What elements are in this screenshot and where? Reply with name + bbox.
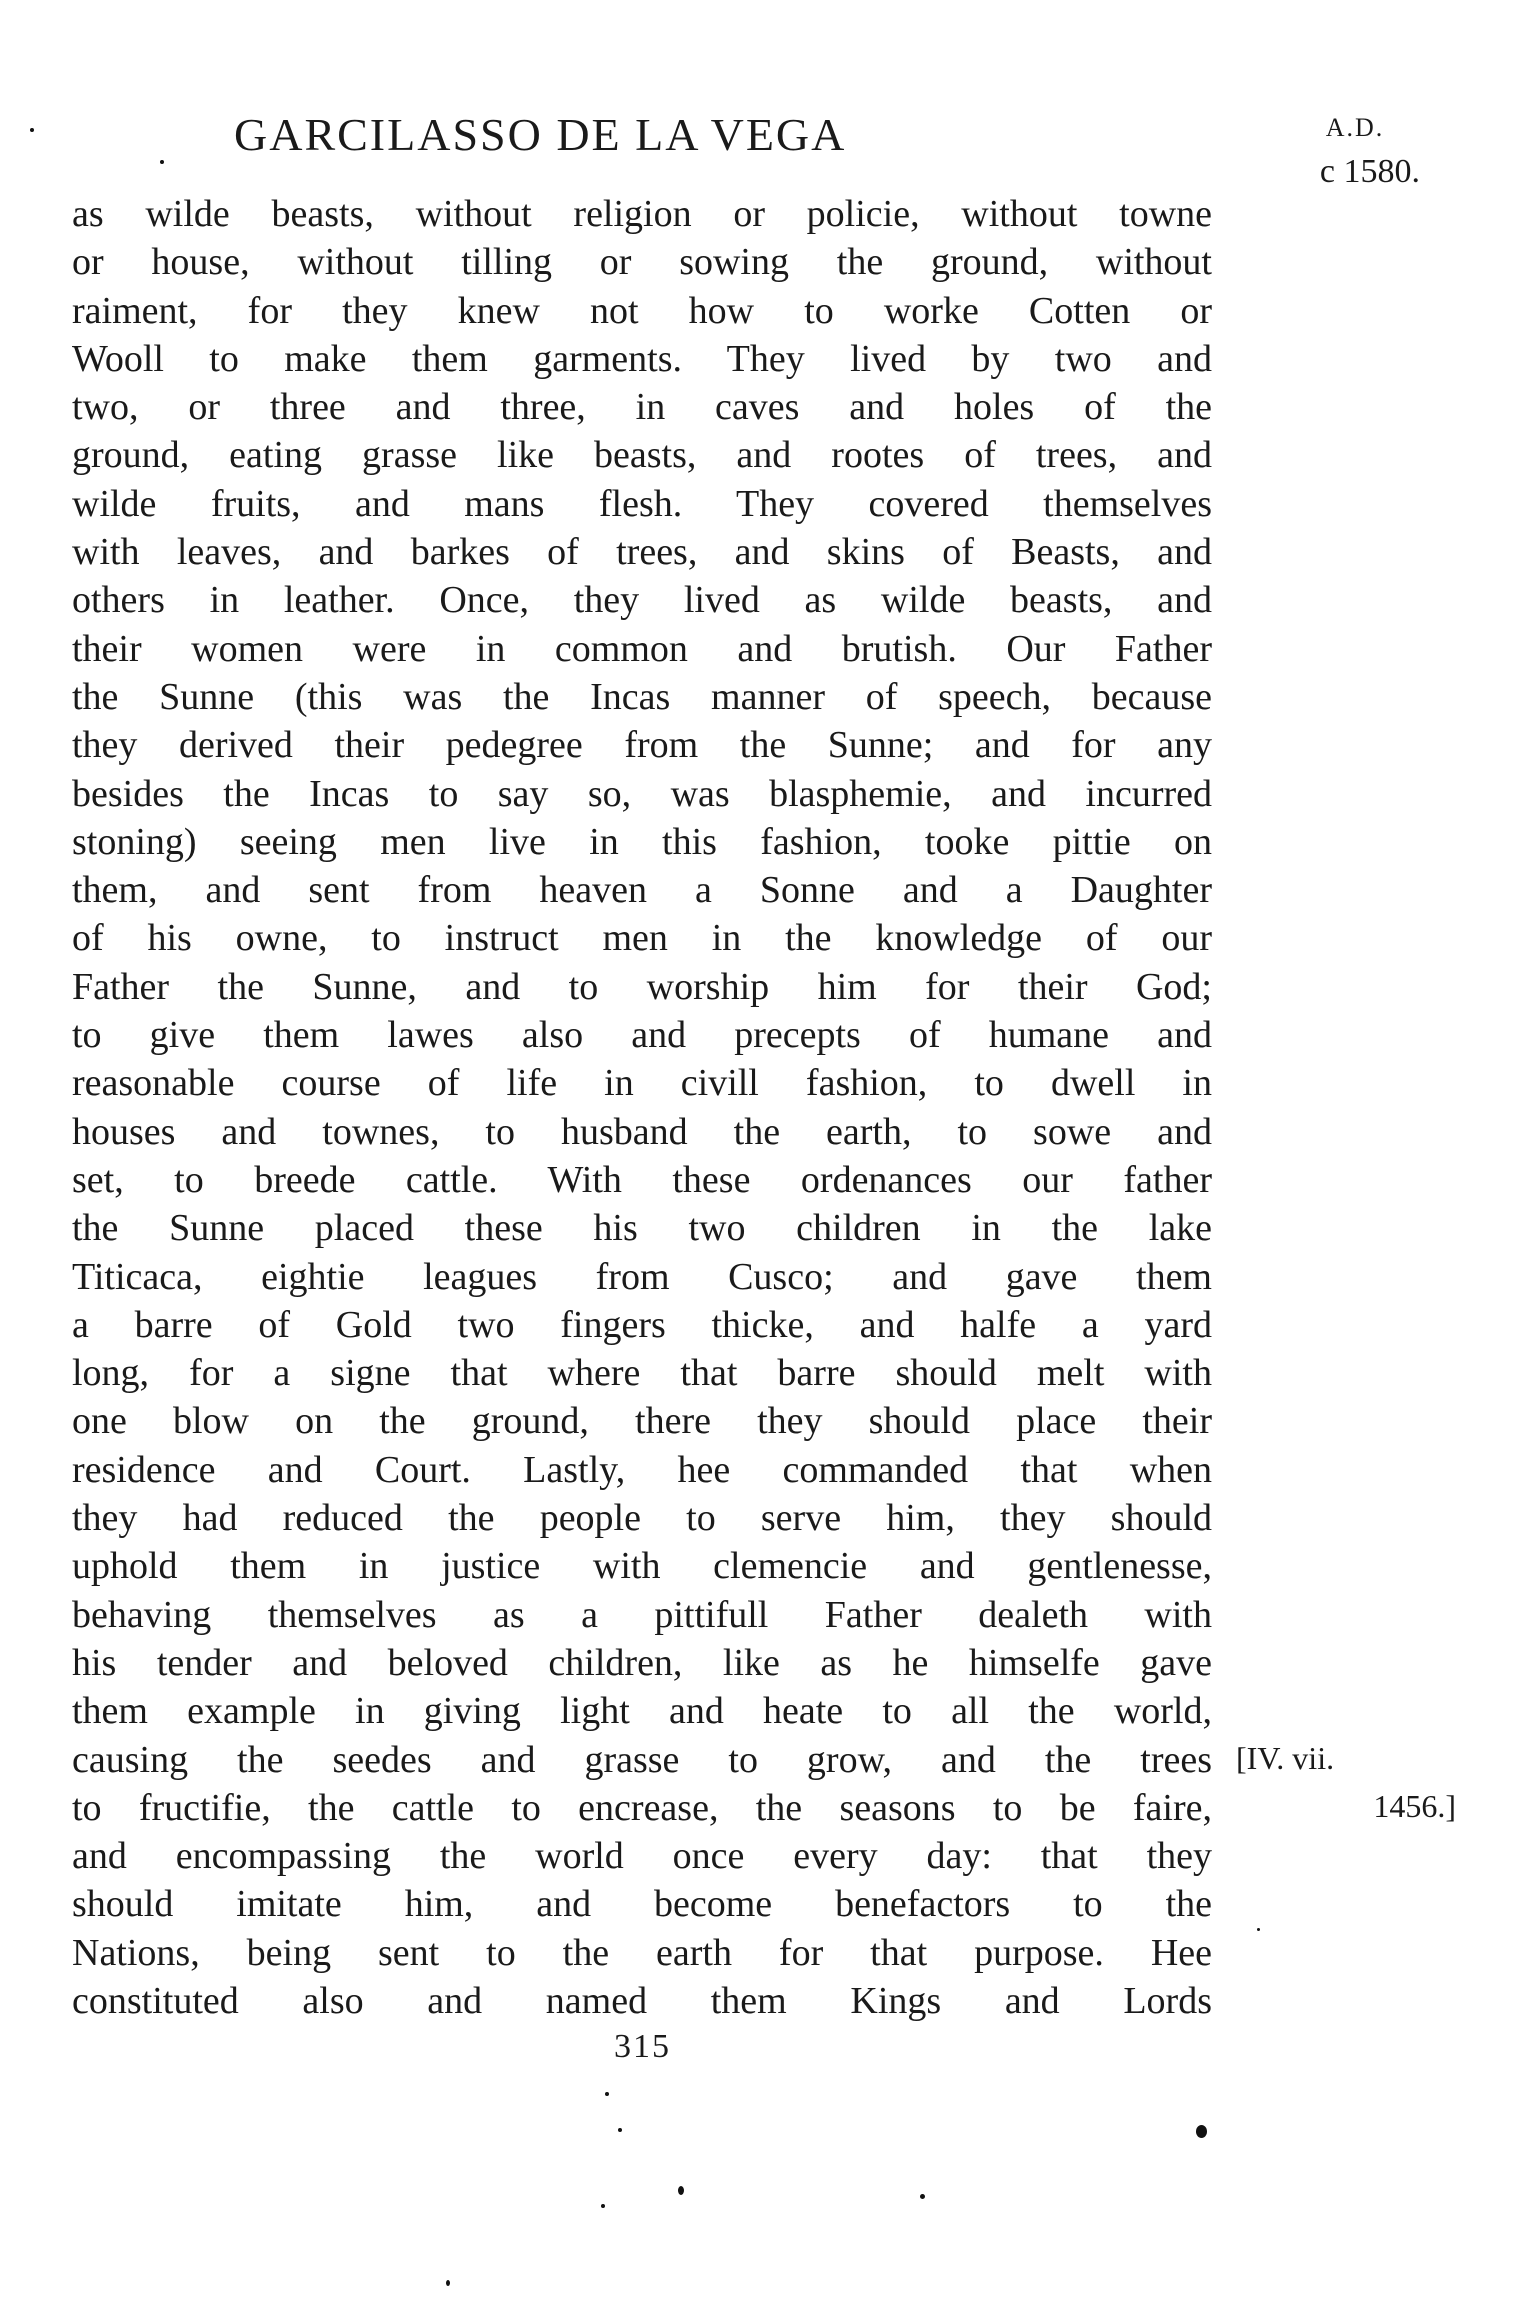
text-line: they derived their pedegree from the Sunne; and for any (72, 724, 1212, 767)
text-line: the Sunne (this was the Incas manner of speech, because (72, 675, 1212, 718)
text-line: stoning) seeing men live in this fashion, tooke pittie on (72, 820, 1212, 863)
text-line: residence and Court. Lastly, hee commanded that when (72, 1448, 1212, 1491)
date-label: c 1580. (1319, 153, 1420, 190)
scan-speck (446, 2280, 450, 2286)
era-label: A.D. (1325, 113, 1385, 142)
text-line: they had reduced the people to serve him, they should (72, 1497, 1212, 1540)
text-line: raiment, for they knew not how to worke Cotten or (72, 289, 1212, 332)
text-line: Titicaca, eightie leagues from Cusco; and gave them (72, 1255, 1212, 1298)
text-line: wilde fruits, and mans flesh. They covered themselves (72, 482, 1212, 525)
scan-speck (160, 160, 164, 164)
text-line: as wilde beasts, without religion or policie, without towne (72, 193, 1212, 235)
text-line: of his owne, to instruct men in the knowledge of our (72, 917, 1212, 960)
text-line: two, or three and three, in caves and holes of the (72, 386, 1212, 429)
text-line: reasonable course of life in civill fashion, to dwell in (72, 1062, 1212, 1105)
text-line: one blow on the ground, there they should place their (72, 1400, 1212, 1443)
text-line: besides the Incas to say so, was blasphemie, and incurred (72, 772, 1212, 815)
scan-speck (601, 2204, 605, 2208)
text-line: the Sunne placed these his two children in the lake (72, 1207, 1212, 1250)
date-margin-note (1250, 106, 1420, 194)
body-text (72, 190, 1212, 2025)
margin-reference (1236, 1734, 1456, 1830)
text-line: and encompassing the world once every day: that they (72, 1835, 1212, 1878)
text-line: causing the seedes and grasse to grow, and the trees (72, 1738, 1212, 1781)
text-line: long, for a signe that where that barre should melt with (72, 1352, 1212, 1395)
scan-speck (1196, 2125, 1207, 2138)
text-line: them, and sent from heaven a Sonne and a Daughter (72, 869, 1212, 912)
text-line: or house, without tilling or sowing the ground, without (72, 241, 1212, 284)
text-line: his tender and beloved children, like as he himselfe gave (72, 1641, 1212, 1684)
scan-speck (605, 2092, 609, 2096)
text-line: Nations, being sent to the earth for that purpose. Hee (72, 1931, 1212, 1974)
margin-reference-line2: 1456.] (1373, 1788, 1456, 1824)
scan-speck (678, 2186, 684, 2195)
scan-speck (1257, 1928, 1260, 1931)
text-line: them example in giving light and heate to all the world, (72, 1690, 1212, 1733)
margin-reference-line1: [IV. vii. (1236, 1740, 1335, 1776)
text-line: set, to breede cattle. With these ordenances our father (72, 1158, 1212, 1201)
text-line: to fructifie, the cattle to encrease, the seasons to be faire, (72, 1786, 1212, 1829)
scan-speck (618, 2128, 622, 2132)
text-line: houses and townes, to husband the earth, to sowe and (72, 1110, 1212, 1153)
page-number: 315 (614, 2028, 671, 2065)
text-line: Father the Sunne, and to worship him for their God; (72, 965, 1212, 1008)
text-line: ground, eating grasse like beasts, and rootes of trees, and (72, 434, 1212, 477)
text-line: uphold them in justice with clemencie and gentlenesse, (72, 1545, 1212, 1588)
scan-speck (920, 2194, 925, 2199)
scan-speck (30, 128, 34, 132)
text-line: should imitate him, and become benefactors to the (72, 1883, 1212, 1926)
text-line: behaving themselves as a pittifull Father dealeth with (72, 1593, 1212, 1636)
text-line: others in leather. Once, they lived as wilde beasts, and (72, 579, 1212, 622)
running-title: GARCILASSO DE LA VEGA (234, 109, 847, 160)
text-line: their women were in common and brutish. Our Father (72, 627, 1212, 670)
text-line: a barre of Gold two fingers thicke, and halfe a yard (72, 1303, 1212, 1346)
text-line: constituted also and named them Kings and Lords (72, 1979, 1212, 2022)
text-line: with leaves, and barkes of trees, and skins of Beasts, and (72, 531, 1212, 574)
text-line: Wooll to make them garments. They lived by two and (72, 337, 1212, 380)
text-line: to give them lawes also and precepts of humane and (72, 1014, 1212, 1057)
